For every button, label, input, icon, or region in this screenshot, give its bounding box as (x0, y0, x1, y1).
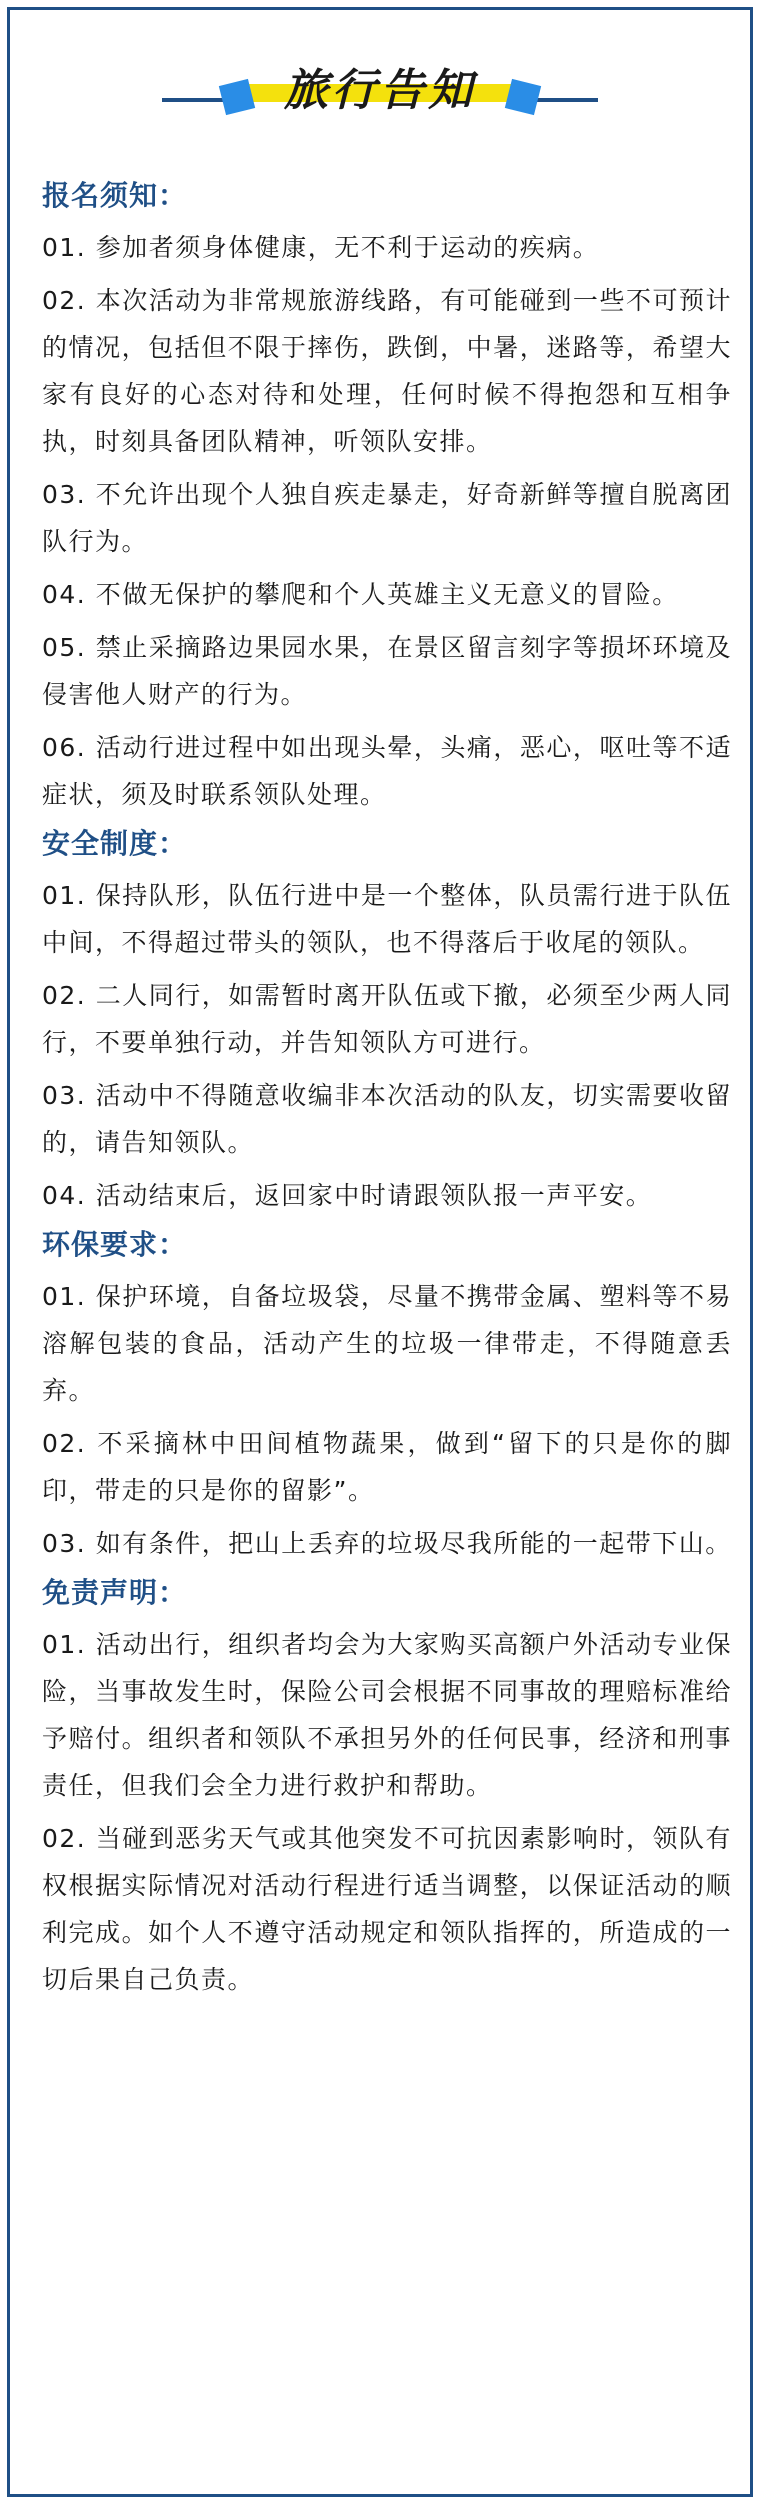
section-environment (42, 1225, 732, 1567)
list-item: 03. 如有条件，把山上丢弃的垃圾尽我所能的一起带下山。 (42, 1529, 732, 1558)
page-title: 旅行告知 (284, 65, 476, 116)
list-item: 03. 活动中不得随意收编非本次活动的队友，切实需要收留的，请告知领队。 (42, 1081, 732, 1157)
list-item: 01. 参加者须身体健康，无不利于运动的疾病。 (42, 233, 600, 262)
list-item: 06. 活动行进过程中如出现头晕，头痛，恶心，呕吐等不适症状，须及时联系领队处理。 (42, 733, 732, 809)
section-heading: 安全制度： (42, 827, 188, 860)
section-registration (42, 176, 732, 818)
section-heading: 免责声明： (42, 1576, 188, 1609)
list-item: 04. 活动结束后，返回家中时请跟领队报一声平安。 (42, 1181, 653, 1210)
list-item: 02. 本次活动为非常规旅游线路，有可能碰到一些不可预计的情况，包括但不限于摔伤，跌倒，中暑，迷路等，希望大家有良好的心态对待和处理，任何时候不得抱怨和互相争执，时刻具备团队精神，听领队安排。 (42, 286, 732, 456)
section-heading: 报名须知： (42, 179, 188, 212)
section-disclaimer (42, 1573, 732, 2003)
list-item: 02. 二人同行，如需暂时离开队伍或下撤，必须至少两人同行，不要单独行动，并告知领队方可进行。 (42, 981, 732, 1057)
section-safety (42, 824, 732, 1219)
list-item: 01. 活动出行，组织者均会为大家购买高额户外活动专业保险，当事故发生时，保险公司会根据不同事故的理赔标准给予赔付。组织者和领队不承担另外的任何民事，经济和刑事责任，但我们会全力进行救护和帮助。 (42, 1630, 732, 1800)
list-item: 02. 不采摘林中田间植物蔬果，做到“留下的只是你的脚印，带走的只是你的留影”。 (42, 1429, 732, 1505)
list-item: 01. 保护环境，自备垃圾袋，尽量不携带金属、塑料等不易溶解包装的食品，活动产生的垃圾一律带走，不得随意丢弃。 (42, 1282, 732, 1405)
list-item: 02. 当碰到恶劣天气或其他突发不可抗因素影响时，领队有权根据实际情况对活动行程进行适当调整，以保证活动的顺利完成。如个人不遵守活动规定和领队指挥的，所造成的一切后果自己负责。 (42, 1824, 732, 1994)
list-item: 04. 不做无保护的攀爬和个人英雄主义无意义的冒险。 (42, 580, 679, 609)
list-item: 05. 禁止采摘路边果园水果，在景区留言刻字等损坏环境及侵害他人财产的行为。 (42, 633, 732, 709)
list-item: 01. 保持队形，队伍行进中是一个整体，队员需行进于队伍中间，不得超过带头的领队，也不得落后于收尾的领队。 (42, 881, 732, 957)
section-heading: 环保要求： (42, 1228, 188, 1261)
list-item: 03. 不允许出现个人独自疾走暴走，好奇新鲜等擅自脱离团队行为。 (42, 480, 732, 556)
title-banner (0, 0, 760, 130)
notice-content (42, 176, 732, 2009)
